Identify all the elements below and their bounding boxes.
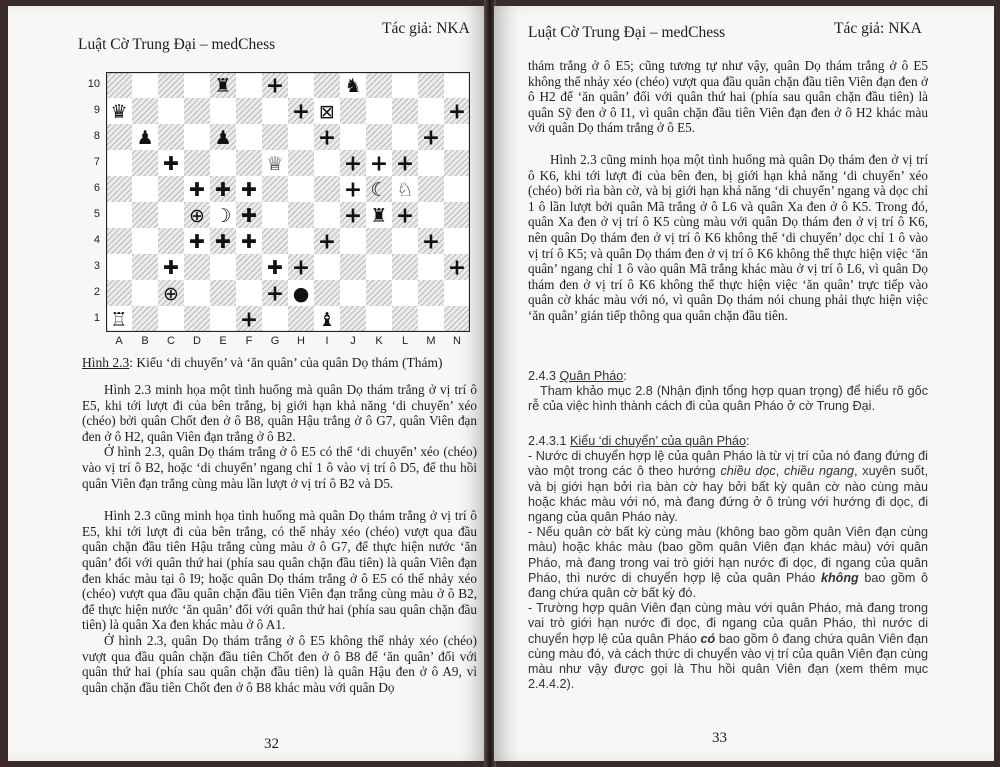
white-circle-piece: ⊕ [189,205,205,227]
board-square [106,150,132,176]
plus-mark-icon: + [265,281,285,307]
board-square [236,124,262,150]
plus-mark-icon: + [421,229,441,255]
black-knight-piece: ♞ [344,75,362,97]
board-square [262,306,288,332]
body-text [82,382,477,695]
section-2-4-3 [528,369,928,415]
hollow-plus-mark-icon: ✚ [163,153,179,175]
column-label: B [141,335,149,347]
board-square [366,72,392,98]
board-square [418,176,444,202]
row-label: 3 [93,260,100,272]
white-rook-piece: ♖ [110,309,128,331]
hollow-plus-mark-icon: ✚ [241,205,257,227]
board-square [132,228,158,254]
plus-mark-icon: + [239,307,259,332]
board-square [184,150,210,176]
row-label: 2 [93,286,100,298]
row-label: 8 [93,130,100,142]
board-square [444,72,470,98]
bullet-item: - Nước di chuyển hợp lệ của quân Pháo là từ vị trí của nó đang đứng đi vào một trong các ô theo hướng chiều dọc, chiều ngang, xuyên suốt, và bị giới hạn bởi rìa bàn cờ hay bởi bất kỳ quân cờ nào cùng màu hoặc khác màu với nó, mà đang đứng ở ô trùng với hướng đi dọc, đi ngang của quân Pháo này. [528,449,928,525]
board-square [418,72,444,98]
board-square [132,280,158,306]
column-label: E [219,335,227,347]
board-square [210,306,236,332]
board-square [444,176,470,202]
body-text [528,58,928,324]
column-label: J [350,335,356,347]
board-square [132,306,158,332]
board-square [366,228,392,254]
board-square [236,98,262,124]
board-square [392,124,418,150]
white-crescent-piece: ☽ [214,205,232,227]
board-square [236,254,262,280]
page-number: 33 [712,730,727,746]
plus-mark-icon: + [421,125,441,151]
board-square [106,202,132,228]
board-square [106,228,132,254]
paragraph: thám trắng ở ô E5; cũng tương tự như vậy, quân Dọ thám trắng ở ô E5 không thể nhảy xéo (chéo) vượt qua đầu quân chặn đầu tiên Viên đạn đen ở ô H2 để ‘ăn quân’ đối với quân thứ hai (phía sau quân chặn đầu tiên) là quân Sỹ đen ở ô I1, vì quân chặn đầu tiên Viên đạn đen ở ô H2 khác màu với quân Dọ thám trắng ở ô E5. [528,58,928,136]
plus-mark-icon: + [447,255,467,281]
row-label: 7 [93,156,100,168]
chess-diagram [106,72,470,337]
paragraph: Ở hình 2.3, quân Dọ thám trắng ở ô E5 có thể ‘di chuyển’ xéo (chéo) vào vị trí ô B2, hoặc ‘di chuyển’ ngang chỉ 1 ô vào vị trí ô D5, để thu hồi quân Viên đạn trắng cùng màu lần lượt ở vị trí ô B2 và D5. [82,444,477,491]
board-square [418,280,444,306]
board-square [340,306,366,332]
board-square [340,98,366,124]
black-bishop-piece: ♝ [318,309,336,331]
plus-mark-icon: + [369,151,389,177]
hollow-plus-mark-icon: ✚ [267,257,283,279]
plus-mark-icon: + [343,203,363,229]
column-label: K [375,335,383,347]
plus-mark-icon: + [317,229,337,255]
header-author: Tác giả: NKA [834,20,922,37]
board-square [340,124,366,150]
plus-mark-icon: + [291,99,311,125]
row-label: 4 [93,234,100,246]
section-heading: 2.4.3 Quân Pháo: [528,369,627,383]
board-square [418,98,444,124]
board-square [418,254,444,280]
plus-mark-icon: + [395,151,415,177]
board-square [184,72,210,98]
header-title: Luật Cờ Trung Đại – medChess [528,24,726,41]
board-square [288,306,314,332]
white-knight-piece: ♘ [396,179,414,201]
row-label: 9 [93,104,100,116]
bullet-item: - Trường hợp quân Viên đạn cùng màu với quân Pháo, mà đang trong vai trò giới hạn nước đi dọc, đi ngang của quân Pháo, thì nước di chuyển hợp lệ của quân Pháo có bao gồm ô đang chứa quân Viên đạn cùng màu đó, và cách thức di chuyển vào vị trí của quân Viên đạn cùng màu như vậy được gọi là Thu hồi quân Viên đạn (xem thêm mục 2.4.4.2). [528,601,928,692]
board-square [210,280,236,306]
board-square [158,176,184,202]
figure-caption [82,355,443,371]
row-label: 5 [93,208,100,220]
hollow-plus-mark-icon: ✚ [215,231,231,253]
board-square [262,228,288,254]
hollow-plus-mark-icon: ✚ [163,257,179,279]
column-label: L [401,335,409,347]
board-square [366,306,392,332]
black-queen-piece: ♛ [110,101,128,123]
paragraph: Hình 2.3 cũng minh họa tình huống mà quân Dọ thám trắng ở vị trí ô E5, khi tới lượt đi của bên trắng, có thể nhảy xéo (chéo) vượt qua đầu quân chặn đầu tiên Hậu trắng cùng màu ở ô G7, để thực hiện nước ‘ăn quân’ đối với quân thứ hai (phía sau quân chặn đầu tiên) là quân Viên đạn đen khác màu tại ô I9; hoặc quân Dọ thám trắng ở ô E5 có thể nhảy xéo (chéo) vượt qua đầu quân chặn đầu tiên Viên đạn trắng cùng màu ở ô B2, để thực hiện nước ‘ăn quân’ đối với quân thứ hai (phía sau quân chặn đầu tiên) là quân Xa đen khác màu ở ô A1. [82,508,477,633]
plus-mark-icon: + [395,203,415,229]
white-circle-piece: ⊕ [163,283,179,305]
caption-label: Hình 2.3 [82,355,130,370]
chess-board [106,72,470,332]
board-square [210,98,236,124]
board-square [158,228,184,254]
column-label: A [115,335,123,347]
board-square [444,124,470,150]
board-square [236,72,262,98]
board-square [158,72,184,98]
board-square [288,202,314,228]
board-square [262,202,288,228]
board-square [314,176,340,202]
bullet-item: - Nếu quân cờ bất kỳ cùng màu (không bao gồm quân Viên đạn cùng màu) hoặc khác màu (bao gồm quân Viên đạn khác màu) với quân Pháo, mà đang trong vai trò giới hạn nước đi dọc, đi ngang của quân Pháo, thì nước di chuyển hợp lệ của quân Pháo không bao gồm ô đang chứa quân cờ bất kỳ đó. [528,525,928,601]
board-square [236,150,262,176]
column-label: I [325,335,329,347]
column-label: M [426,335,436,347]
board-square [314,72,340,98]
board-square [288,124,314,150]
column-label: D [193,335,201,347]
right-page [494,6,994,761]
board-square [314,202,340,228]
page-number: 32 [264,736,279,752]
board-square [184,98,210,124]
plus-mark-icon: + [343,177,363,203]
board-square [340,280,366,306]
section-2-4-3-1 [528,434,928,692]
header-author: Tác giả: NKA [382,20,470,37]
board-square [210,254,236,280]
caption-text: : Kiểu ‘di chuyển’ và ‘ăn quân’ của quân Dọ thám (Thám) [129,355,443,370]
board-square [392,254,418,280]
column-label: N [453,335,461,347]
plus-mark-icon: + [291,255,311,281]
paragraph: Hình 2.3 cũng minh họa một tình huống mà quân Dọ thám đen ở vị trí ô K6, khi tới lượt đi của bên đen, bị giới hạn khả năng ‘di chuyển’ xéo (chéo) bởi rìa bàn cờ, và bị giới hạn khả năng ‘di chuyển’ ngang và dọc chỉ 1 ô lần lượt bởi quân Mã trắng ở ô L6 và quân Xa đen ở ô K5. Trong đó, quân Xa đen ở vị trí ô K5 cùng màu với quân Dọ thám đen ở vị trí ô K6, nên quân Dọ thám đen ở vị trí ô K6 không thể ‘di chuyển’ dọc chỉ 1 ô vào vị trí ô K5; và quân Dọ thám đen ở vị trí ô K6 không thể thực hiện việc ‘ăn quân’ ngang chỉ 1 ô vào quân Mã trắng khác màu ở vị trí ô L6, vì quân Dọ thám đen ở vị trí ô K6 không thể thực hiện việc ‘ăn quân’ trực tiếp vào quân cờ khác màu với nó, vì quân Dọ thám nói chung phải thực hiện việc ‘ăn quân’ gián tiếp thông qua quân chặn đầu tiên. [528,151,928,323]
board-square [262,176,288,202]
black-ball-piece: ● [292,283,310,305]
board-square [184,124,210,150]
board-square [262,124,288,150]
board-square [314,150,340,176]
black-boxed-piece-icon: ⊠ [319,101,335,123]
black-crescent-piece: ☾ [370,179,388,201]
board-square [288,72,314,98]
board-square [340,228,366,254]
board-square [418,202,444,228]
board-square [106,124,132,150]
hollow-plus-mark-icon: ✚ [189,179,205,201]
board-square [158,124,184,150]
board-square [288,176,314,202]
black-rook-piece: ♜ [370,205,388,227]
column-label: G [270,335,280,347]
board-square [392,72,418,98]
board-square [366,280,392,306]
black-pawn-piece: ♟ [214,127,232,149]
board-square [444,228,470,254]
board-square [340,254,366,280]
section-text: Tham khảo mục 2.8 (Nhận định tổng hợp quan trọng) để hiểu rõ gốc rễ của việc hình thành cách đi của quân Pháo ở cờ Trung Đại. [528,384,928,414]
board-square [184,306,210,332]
board-square [132,176,158,202]
board-square [158,202,184,228]
board-square [106,280,132,306]
black-pawn-piece: ♟ [136,127,154,149]
board-square [132,254,158,280]
board-square [132,72,158,98]
section-heading: 2.4.3.1 Kiểu ‘di chuyển’ của quân Pháo: [528,434,750,448]
board-square [132,202,158,228]
board-square [132,150,158,176]
plus-mark-icon: + [447,99,467,125]
board-square [106,254,132,280]
board-square [418,150,444,176]
board-square [392,306,418,332]
paragraph: Hình 2.3 minh họa một tình huống mà quân Dọ thám trắng ở vị trí ô E5, khi tới lượt đi của bên trắng, bị giới hạn khả năng ‘di chuyển’ xéo (chéo) bởi quân Chốt đen ở ô B8, quân Hậu trắng ở ô G7, quân Viên đạn đen ở ô H2, quân Viên đạn trắng ở ô B2. [82,382,477,444]
board-square [158,98,184,124]
board-square [106,72,132,98]
column-label: H [297,335,305,347]
column-label: F [245,335,253,347]
board-square [158,306,184,332]
board-square [418,306,444,332]
board-square [132,98,158,124]
white-queen-piece: ♕ [266,153,284,175]
row-label: 6 [93,182,100,194]
paragraph: Ở hình 2.3, quân Dọ thám trắng ở ô E5 không thể nhảy xéo (chéo) vượt qua đầu quân chặn đầu tiên Chốt đen ở ô B8 để ‘ăn quân’ đối với quân thứ hai (phía sau quân chặn đầu tiên) là quân Hậu đen ở ô A9, vì quân chặn đầu tiên Chốt đen ở ô B8 khác màu với quân Dọ [82,632,477,695]
board-square [210,150,236,176]
hollow-plus-mark-icon: ✚ [241,231,257,253]
black-rook-piece: ♜ [214,75,232,97]
board-square [366,98,392,124]
board-square [314,280,340,306]
board-square [184,254,210,280]
hollow-plus-mark-icon: ✚ [241,179,257,201]
plus-mark-icon: + [343,151,363,177]
board-square [392,280,418,306]
board-square [288,150,314,176]
board-square [444,306,470,332]
hollow-plus-mark-icon: ✚ [215,179,231,201]
row-label: 1 [93,312,100,324]
left-page [8,6,486,761]
board-square [236,280,262,306]
plus-mark-icon: + [317,125,337,151]
board-square [444,150,470,176]
board-square [366,124,392,150]
plus-mark-icon: + [265,73,285,99]
board-square [184,280,210,306]
column-label: C [167,335,175,347]
board-square [392,228,418,254]
header-title: Luật Cờ Trung Đại – medChess [78,36,276,53]
board-square [314,254,340,280]
board-square [262,98,288,124]
board-square [444,280,470,306]
board-square [288,228,314,254]
board-square [106,176,132,202]
board-square [444,202,470,228]
board-square [392,98,418,124]
row-label: 10 [87,78,100,90]
board-square [366,254,392,280]
hollow-plus-mark-icon: ✚ [189,231,205,253]
